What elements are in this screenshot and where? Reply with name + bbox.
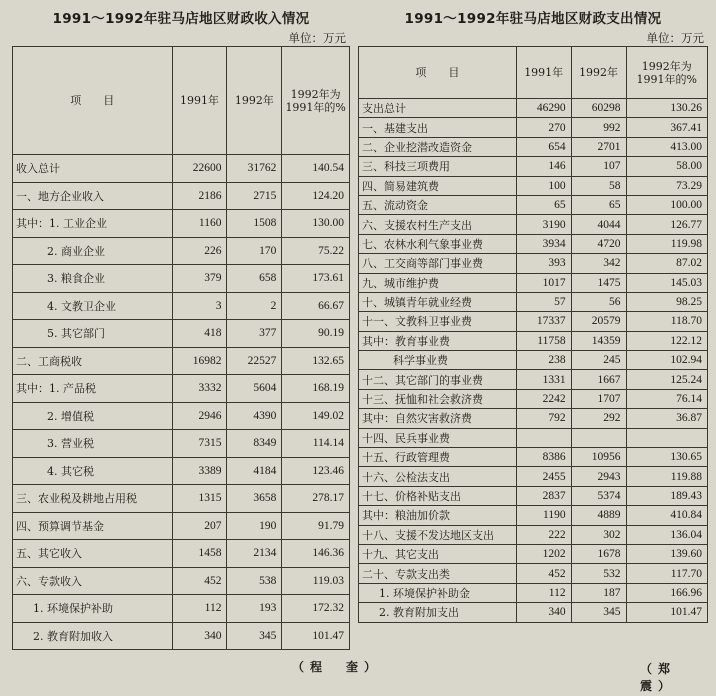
expense-row-ratio: 100.00 [626,195,708,214]
expense-table-row [359,118,708,137]
expense-row-1992: 107 [571,157,626,176]
expense-table-row [359,137,708,156]
income-row-label: 六、专款收入 [13,567,173,595]
expense-row-1992: 292 [571,409,626,428]
expense-header-1992: 1992年 [571,47,626,99]
income-row-label: 其中：1. 工业企业 [13,210,173,238]
income-row-1991: 207 [172,512,227,540]
income-row-1992: 193 [227,595,282,623]
income-row-1992: 2715 [227,182,282,210]
income-row-label: 3. 粮食企业 [13,265,173,293]
expense-row-ratio: 139.60 [626,544,708,563]
expense-row-1991: 100 [516,176,571,195]
expense-row-1991: 2242 [516,389,571,408]
income-row-ratio: 168.19 [282,375,350,403]
expense-title: 1991～1992年驻马店地区财政支出情况 [404,11,662,27]
expense-table-row [359,215,708,234]
income-row-1992: 1508 [227,210,282,238]
expense-row-1992: 58 [571,176,626,195]
income-row-label: 1. 环境保护补助 [13,595,173,623]
expense-row-1991: 1202 [516,544,571,563]
expense-row-ratio: 36.87 [626,409,708,428]
expense-table-row [359,428,708,447]
expense-row-1991: 2455 [516,467,571,486]
expense-row-ratio: 119.88 [626,467,708,486]
expense-row-ratio: 166.96 [626,583,708,602]
income-row-label: 4. 其它税 [13,457,173,485]
expense-row-1991: 238 [516,351,571,370]
expense-row-ratio: 367.41 [626,118,708,137]
income-row-1992: 22527 [227,347,282,375]
expense-table-row [359,176,708,195]
expense-row-label: 其中：教育事业费 [359,331,517,350]
income-table-row [13,182,350,210]
expense-row-1992: 245 [571,351,626,370]
expense-row-label: 十六、公检法支出 [359,467,517,486]
income-table-row [13,595,350,623]
expense-row-ratio: 119.98 [626,234,708,253]
income-row-1991: 226 [172,237,227,265]
expense-row-1991: 3934 [516,234,571,253]
income-table-row [13,402,350,430]
income-table-row [13,265,350,293]
expense-row-label: 十二、其它部门的事业费 [359,370,517,389]
income-row-label: 一、地方企业收入 [13,182,173,210]
income-row-ratio: 146.36 [282,540,350,568]
expense-row-1992: 2943 [571,467,626,486]
income-row-1992: 170 [227,237,282,265]
expense-table-row [359,370,708,389]
expense-table-row [359,544,708,563]
expense-row-label: 六、支援农村生产支出 [359,215,517,234]
expense-row-1991: 1017 [516,273,571,292]
expense-row-1992: 65 [571,195,626,214]
income-row-1992: 4390 [227,402,282,430]
expense-table-row [359,234,708,253]
expense-row-ratio: 130.26 [626,99,708,118]
income-row-1991: 418 [172,320,227,348]
income-row-ratio: 130.00 [282,210,350,238]
income-row-1991: 1315 [172,485,227,513]
income-table-row [13,210,350,238]
expense-row-1992: 2701 [571,137,626,156]
income-row-label: 2. 教育附加收入 [13,622,173,650]
income-row-label: 3. 营业税 [13,430,173,458]
income-row-1992: 3658 [227,485,282,513]
expense-row-1991: 112 [516,583,571,602]
expense-row-1991: 146 [516,157,571,176]
expense-panel [358,0,708,623]
expense-row-1991: 65 [516,195,571,214]
income-row-label: 二、工商税收 [13,347,173,375]
expense-table-row [359,448,708,467]
expense-row-1992: 60298 [571,99,626,118]
expense-row-1992: 342 [571,254,626,273]
expense-table-row [359,389,708,408]
expense-table-row [359,525,708,544]
expense-table [358,46,708,623]
expense-table-row [359,273,708,292]
income-row-1992: 2 [227,292,282,320]
income-row-ratio: 75.22 [282,237,350,265]
expense-row-1991: 792 [516,409,571,428]
expense-row-label: 支出总计 [359,99,517,118]
expense-row-1991: 1331 [516,370,571,389]
expense-row-1992: 4889 [571,506,626,525]
income-row-label: 五、其它收入 [13,540,173,568]
expense-row-label: 十八、支援不发达地区支出 [359,525,517,544]
expense-row-ratio: 410.84 [626,506,708,525]
income-row-1991: 3 [172,292,227,320]
income-row-1991: 2186 [172,182,227,210]
expense-row-label: 十七、价格补贴支出 [359,486,517,505]
expense-row-ratio: 76.14 [626,389,708,408]
expense-row-label: 五、流动资金 [359,195,517,214]
expense-row-label: 十四、民兵事业费 [359,428,517,447]
expense-unit: 单位：万元 [646,31,704,45]
income-row-1992: 5604 [227,375,282,403]
expense-table-row [359,312,708,331]
expense-row-1991: 46290 [516,99,571,118]
expense-table-row [359,99,708,118]
expense-row-1991: 57 [516,292,571,311]
expense-table-row [359,506,708,525]
expense-row-1992: 302 [571,525,626,544]
income-row-label: 四、预算调节基金 [13,512,173,540]
income-row-1992: 658 [227,265,282,293]
income-row-label: 5. 其它部门 [13,320,173,348]
income-row-ratio: 278.17 [282,485,350,513]
expense-row-label: 其中：自然灾害救济费 [359,409,517,428]
expense-table-row [359,603,708,622]
expense-table-row [359,292,708,311]
expense-row-label: 三、科技三项费用 [359,157,517,176]
expense-row-1991: 393 [516,254,571,273]
expense-row-ratio: 117.70 [626,564,708,583]
income-row-1991: 112 [172,595,227,623]
expense-row-1991: 8386 [516,448,571,467]
income-row-1992: 345 [227,622,282,650]
expense-row-1992: 532 [571,564,626,583]
expense-row-1991: 270 [516,118,571,137]
income-row-label: 收入总计 [13,155,173,183]
expense-row-ratio: 58.00 [626,157,708,176]
income-table-row [13,320,350,348]
income-row-ratio: 149.02 [282,402,350,430]
expense-table-row [359,195,708,214]
expense-author: （郑 震） [640,662,695,693]
expense-body [359,99,708,623]
expense-row-ratio: 118.70 [626,312,708,331]
expense-row-label: 科学事业费 [359,351,517,370]
income-table-row [13,430,350,458]
expense-row-ratio: 136.04 [626,525,708,544]
expense-row-ratio: 122.12 [626,331,708,350]
income-row-ratio: 101.47 [282,622,350,650]
expense-row-label: 七、农林水利气象事业费 [359,234,517,253]
income-table-row [13,347,350,375]
income-table-row [13,237,350,265]
expense-row-label: 其中：粮油加价款 [359,506,517,525]
expense-table-row [359,467,708,486]
income-row-1992: 8349 [227,430,282,458]
income-row-ratio: 132.65 [282,347,350,375]
income-row-1991: 22600 [172,155,227,183]
income-row-ratio: 66.67 [282,292,350,320]
expense-row-1992: 10956 [571,448,626,467]
income-header-row [13,47,350,155]
income-table-row [13,512,350,540]
income-row-label: 三、农业税及耕地占用税 [13,485,173,513]
income-row-1991: 16982 [172,347,227,375]
income-table-row [13,155,350,183]
expense-row-ratio: 125.24 [626,370,708,389]
income-row-ratio: 119.03 [282,567,350,595]
income-row-1992: 377 [227,320,282,348]
expense-row-1991: 3190 [516,215,571,234]
expense-row-ratio: 101.47 [626,603,708,622]
expense-table-row [359,254,708,273]
expense-row-label: 十一、文教科卫事业费 [359,312,517,331]
expense-row-1992: 14359 [571,331,626,350]
income-header-ratio: 1992年为1991年的% [282,47,350,155]
income-header-1992: 1992年 [227,47,282,155]
expense-row-1991: 654 [516,137,571,156]
income-unit: 单位：万元 [288,31,346,45]
expense-header-item: 项 目 [359,47,517,99]
income-table-row [13,457,350,485]
expense-row-1992: 4720 [571,234,626,253]
expense-row-1991: 1190 [516,506,571,525]
expense-row-label: 八、工交商等部门事业费 [359,254,517,273]
income-row-ratio: 123.46 [282,457,350,485]
expense-row-1992: 187 [571,583,626,602]
expense-header-row [359,47,708,99]
expense-header-1991: 1991年 [516,47,571,99]
income-row-1991: 3332 [172,375,227,403]
income-title: 1991～1992年驻马店地区财政收入情况 [52,11,310,27]
income-row-1991: 3389 [172,457,227,485]
expense-row-1991: 222 [516,525,571,544]
expense-row-ratio: 102.94 [626,351,708,370]
expense-row-1991: 11758 [516,331,571,350]
expense-row-1992: 1475 [571,273,626,292]
income-table-row [13,622,350,650]
income-row-1991: 1458 [172,540,227,568]
expense-row-1992: 5374 [571,486,626,505]
income-row-label: 2. 增值税 [13,402,173,430]
expense-row-1992: 1707 [571,389,626,408]
expense-row-1991 [516,428,571,447]
income-row-ratio: 90.19 [282,320,350,348]
expense-table-row [359,564,708,583]
income-row-ratio: 114.14 [282,430,350,458]
expense-table-row [359,486,708,505]
expense-row-label: 十三、抚恤和社会救济费 [359,389,517,408]
expense-row-ratio: 87.02 [626,254,708,273]
expense-row-label: 二、企业挖潜改造资金 [359,137,517,156]
income-row-1991: 452 [172,567,227,595]
expense-row-ratio: 189.43 [626,486,708,505]
expense-table-row [359,157,708,176]
income-row-1991: 2946 [172,402,227,430]
income-row-ratio: 124.20 [282,182,350,210]
expense-row-ratio: 145.03 [626,273,708,292]
income-author: （程 奎） [292,660,383,674]
expense-row-ratio [626,428,708,447]
income-row-1991: 7315 [172,430,227,458]
expense-row-1991: 2837 [516,486,571,505]
income-table-row [13,540,350,568]
income-row-1991: 1160 [172,210,227,238]
income-row-ratio: 91.79 [282,512,350,540]
income-row-1992: 31762 [227,155,282,183]
income-row-label: 4. 文教卫企业 [13,292,173,320]
expense-row-ratio: 130.65 [626,448,708,467]
expense-row-label: 九、城市维护费 [359,273,517,292]
income-row-ratio: 140.54 [282,155,350,183]
income-row-ratio: 172.32 [282,595,350,623]
expense-row-1991: 340 [516,603,571,622]
income-table-row [13,292,350,320]
expense-row-ratio: 98.25 [626,292,708,311]
income-table-row [13,485,350,513]
income-row-1991: 340 [172,622,227,650]
expense-row-1992: 1667 [571,370,626,389]
expense-row-ratio: 413.00 [626,137,708,156]
income-table [12,46,350,650]
expense-row-label: 十九、其它支出 [359,544,517,563]
expense-row-1991: 452 [516,564,571,583]
expense-row-1992: 20579 [571,312,626,331]
expense-row-label: 十、城镇青年就业经费 [359,292,517,311]
income-table-row [13,567,350,595]
income-row-1991: 379 [172,265,227,293]
expense-row-label: 二十、专款支出类 [359,564,517,583]
income-panel [12,0,350,650]
expense-table-row [359,351,708,370]
expense-row-label: 一、基建支出 [359,118,517,137]
expense-row-label: 四、简易建筑费 [359,176,517,195]
income-body [13,155,350,650]
income-row-label: 2. 商业企业 [13,237,173,265]
income-header-1991: 1991年 [172,47,227,155]
expense-row-ratio: 126.77 [626,215,708,234]
expense-row-label: 1. 环境保护补助金 [359,583,517,602]
expense-row-1992: 4044 [571,215,626,234]
income-row-ratio: 173.61 [282,265,350,293]
income-row-1992: 190 [227,512,282,540]
expense-row-1992 [571,428,626,447]
income-row-1992: 538 [227,567,282,595]
expense-row-label: 2. 教育附加支出 [359,603,517,622]
expense-row-1992: 992 [571,118,626,137]
expense-row-1992: 345 [571,603,626,622]
expense-table-row [359,409,708,428]
expense-row-ratio: 73.29 [626,176,708,195]
expense-table-row [359,583,708,602]
expense-row-label: 十五、行政管理费 [359,448,517,467]
income-table-row [13,375,350,403]
income-row-1992: 4184 [227,457,282,485]
income-row-label: 其中：1. 产品税 [13,375,173,403]
expense-table-row [359,331,708,350]
expense-row-1991: 17337 [516,312,571,331]
expense-header-ratio: 1992年为1991年的% [626,47,708,99]
expense-row-1992: 1678 [571,544,626,563]
income-header-item: 项 目 [13,47,173,155]
expense-row-1992: 56 [571,292,626,311]
income-row-1992: 2134 [227,540,282,568]
